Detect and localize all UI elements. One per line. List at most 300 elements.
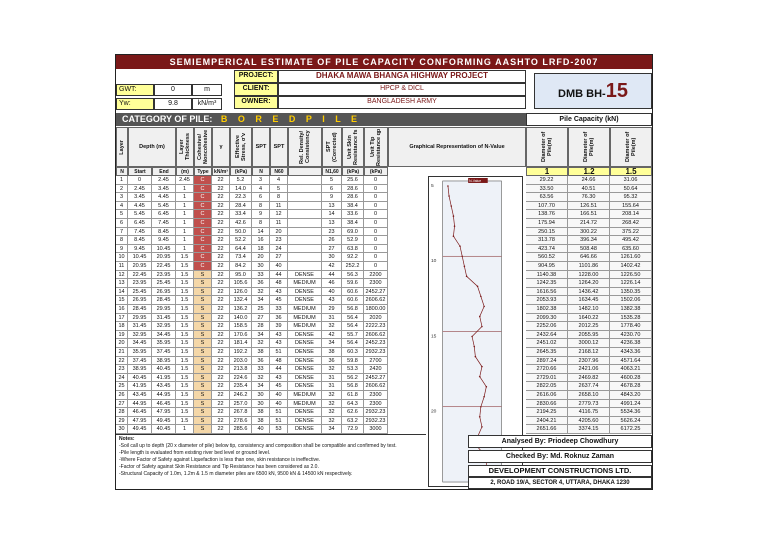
table-cell: 2421.06 [568,365,610,374]
column-header-label: Diameter of Pile(m) [541,131,553,163]
table-cell: 20.95 [128,262,152,271]
column-header [322,127,342,167]
column-header-label: Rel. Density/ Consistency [299,130,311,164]
table-cell: 34 [252,331,270,340]
table-cell: 0 [364,185,388,194]
table-cell: 12 [116,271,128,280]
table-cell: 257.0 [230,400,252,409]
table-cell: 560.52 [526,253,568,262]
graph-axis-label: 15 [430,334,437,340]
table-cell: 30 [116,425,128,434]
table-cell: 24 [116,374,128,383]
column-header [568,127,610,167]
table-cell: 32 [322,408,342,417]
gwt-unit: m [192,84,222,96]
table-cell: 32 [322,322,342,331]
table-cell: DENSE [288,357,322,366]
table-cell: 1.5 [176,365,194,374]
table-cell: 22 [212,202,230,211]
column-header [116,127,128,167]
table-cell: 40.51 [568,185,610,194]
table-cell: 50.64 [610,185,652,194]
table-cell: 32 [322,391,342,400]
table-cell: 14 [116,288,128,297]
table-row [116,245,652,254]
table-cell: 2720.66 [526,365,568,374]
table-cell: 1.5 [176,357,194,366]
table-cell: 25 [252,305,270,314]
table-cell: 8.45 [152,228,176,237]
table-cell: 181.4 [230,339,252,348]
table-cell: 32 [322,400,342,409]
table-cell: 41.95 [152,374,176,383]
table-cell: 48 [270,357,288,366]
table-cell: 26.95 [152,288,176,297]
column-header [288,127,322,167]
table-cell: 40.45 [128,374,152,383]
table-cell: 27 [116,400,128,409]
table-cell: 6.45 [152,210,176,219]
table-cell: 4 [270,176,288,185]
table-cell: 1402.42 [610,262,652,271]
table-cell: 50.0 [230,228,252,237]
table-cell: 224.6 [230,374,252,383]
table-row [116,417,652,426]
column-header-label: SPT (Corrected) [326,132,338,162]
table-row [116,279,652,288]
table-cell: 2.45 [128,185,152,194]
table-cell: 62.6 [342,408,364,417]
table-cell: 28.6 [342,185,364,194]
table-cell: 60.6 [342,288,364,297]
table-cell: 55.7 [342,331,364,340]
unit-cell: 1.2 [568,167,610,176]
table-cell: 1778.40 [610,322,652,331]
company-name: DEVELOPMENT CONSTRUCTIONS LTD. [468,465,652,477]
table-cell: 22 [212,288,230,297]
table-cell: MEDIUM [288,322,322,331]
table-cell: 170.6 [230,331,252,340]
table-row [116,400,652,409]
table-cell: 22 [212,339,230,348]
table-cell: 22 [212,322,230,331]
table-cell: 1350.35 [610,288,652,297]
unit-cell: N [116,167,128,176]
column-header [364,127,388,167]
table-cell: 1228.00 [568,271,610,280]
table-cell: 2451.02 [526,339,568,348]
pile-category [116,113,526,126]
table-cell: 43.45 [152,382,176,391]
table-cell: 313.78 [526,236,568,245]
unit-cell: N [252,167,270,176]
table-cell: 46.45 [152,400,176,409]
column-header-label: Layer [119,139,125,155]
table-cell: DENSE [288,425,322,434]
table-cell: 6 [252,193,270,202]
report-title: SEMIEMPERICAL ESTIMATE OF PILE CAPACITY CONFORMING AASHTO LRFD-2007 [116,55,652,69]
table-cell: 1634.45 [568,296,610,305]
column-header [194,127,212,167]
table-cell: 38 [252,417,270,426]
table-cell: 34 [252,296,270,305]
table-cell: 22 [212,408,230,417]
table-cell: 44 [322,271,342,280]
table-cell: 396.34 [568,236,610,245]
column-header-label: SPT [255,144,267,150]
table-cell: 33.4 [230,210,252,219]
graph-legend-label: N-Value [469,178,482,183]
table-cell: 40 [270,391,288,400]
table-cell: 208.14 [610,210,652,219]
table-cell: 2222.23 [364,322,388,331]
table-cell: 9 [116,245,128,254]
table-cell: 43 [322,296,342,305]
column-header [176,127,194,167]
table-cell: 20 [270,228,288,237]
table-cell: 31 [322,382,342,391]
table-cell: DENSE [288,331,322,340]
table-cell: 48 [270,279,288,288]
bh-label: DMB BH- [558,88,606,100]
table-cell: 1242.35 [526,279,568,288]
table-cell: 26 [322,236,342,245]
gwt-label: GWT: [116,84,154,96]
table-cell: 105.6 [230,279,252,288]
table-cell: 42 [322,331,342,340]
table-cell: 39 [270,322,288,331]
table-cell: 3 [116,193,128,202]
table-cell: 9.45 [128,245,152,254]
table-cell: 4600.28 [610,374,652,383]
table-cell [288,210,322,219]
table-cell: 6172.25 [610,425,652,434]
table-cell: 107.70 [526,202,568,211]
table-cell: DENSE [288,382,322,391]
table-cell: 4843.20 [610,391,652,400]
table-cell: 1261.60 [610,253,652,262]
table-cell: 26.95 [128,296,152,305]
table-cell: 33 [252,365,270,374]
table-cell: 1 [176,228,194,237]
table-cell: 44 [270,365,288,374]
table-cell: 31.45 [152,314,176,323]
table-cell: MEDIUM [288,305,322,314]
table-cell: 73.4 [230,253,252,262]
table-cell: 36 [270,314,288,323]
table-row [116,425,652,434]
table-cell: 35.95 [152,339,176,348]
table-cell: 43.45 [128,391,152,400]
table-cell: 126.51 [568,202,610,211]
column-header-label: Diameter of Pile(m) [583,131,595,163]
table-row [116,210,652,219]
unit-cell: Start [128,167,152,176]
table-cell: 192.2 [230,348,252,357]
table-cell: 7.45 [128,228,152,237]
table-cell: 8 [270,193,288,202]
table-cell: 32 [252,339,270,348]
table-row [116,253,652,265]
table-row [116,271,652,280]
table-cell: 34 [322,425,342,434]
table-cell: DENSE [288,296,322,305]
table-cell: 2300 [364,279,388,288]
table-cell [288,245,322,254]
table-cell: 1 [176,202,194,211]
table-cell: 0 [364,176,388,185]
table-cell: 52.2 [230,236,252,245]
table-row [116,374,652,383]
table-cell: 213.8 [230,365,252,374]
unit-cell: kN/m³ [212,167,230,176]
table-row [116,348,652,357]
table-cell: S [194,374,212,383]
table-cell: 16 [116,305,128,314]
table-cell: 5626.24 [610,417,652,426]
unit-cell: 1.5 [610,167,652,176]
table-cell: 4991.24 [610,400,652,409]
table-cell: 1264.20 [568,279,610,288]
column-header-label: Unit Tip Resistance qp [370,128,382,166]
table-cell: 34.45 [128,339,152,348]
company-address: 2, ROAD 19/A, SECTOR 4, UTTARA, DHAKA 1230 [468,477,652,489]
table-cell: 1.5 [176,339,194,348]
table-cell: 53.3 [342,365,364,374]
table-cell: 64.4 [230,245,252,254]
table-cell: 132.4 [230,296,252,305]
table-cell: DENSE [288,288,322,297]
table-cell: 4.45 [128,202,152,211]
table-cell: 43 [270,374,288,383]
table-row [116,202,652,211]
table-cell: 23.95 [128,279,152,288]
table-cell: 52.9 [342,236,364,245]
table-cell: 423.74 [526,245,568,254]
table-cell: 33.50 [526,185,568,194]
table-cell: 34 [322,339,342,348]
table-row [116,219,652,228]
table-cell: 8 [116,236,128,245]
table-cell: 2053.93 [526,296,568,305]
table-cell: 1502.06 [610,296,652,305]
table-cell: 375.22 [610,228,652,237]
table-cell: 0 [364,210,388,219]
table-cell: 2932.23 [364,408,388,417]
table-cell: 1 [176,425,194,434]
table-cell: 29 [116,417,128,426]
table-cell: 42.6 [230,219,252,228]
table-cell: DENSE [288,271,322,280]
table-cell: 17 [116,314,128,323]
table-row [116,296,652,305]
table-cell: 30 [252,400,270,409]
table-cell: 8 [252,219,270,228]
table-cell: 28.45 [152,296,176,305]
table-cell: DENSE [288,408,322,417]
table-cell: 2932.23 [364,348,388,357]
table-cell: 20 [116,339,128,348]
table-cell: 20 [252,253,270,262]
table-cell: 2616.06 [526,391,568,400]
table-cell: 59.6 [342,279,364,288]
table-cell: 0 [128,176,152,185]
table-row [116,193,652,202]
table-cell: 23 [322,228,342,237]
table-cell [288,253,322,262]
table-cell: 2779.73 [568,400,610,409]
table-cell: 9.45 [152,236,176,245]
table-cell: 2 [116,185,128,194]
table-cell: 1.5 [176,322,194,331]
table-cell: 22.45 [152,262,176,271]
table-cell: 22 [212,262,230,271]
unit-cell: (m) [176,167,194,176]
table-cell: 175.94 [526,219,568,228]
note-line: -Factor of Safety against Skin Resistance and Tip Resistance has been considered as 2.0. [119,464,319,470]
table-cell: S [194,400,212,409]
table-cell [288,176,322,185]
table-cell: 4063.21 [610,365,652,374]
table-cell: 60.6 [342,296,364,305]
table-cell: 10.45 [128,253,152,262]
table-cell: 158.5 [230,322,252,331]
table-cell: 4.45 [152,193,176,202]
table-cell: 23 [270,236,288,245]
table-cell: 14 [322,210,342,219]
table-cell: 29.95 [128,314,152,323]
table-cell: 22 [212,425,230,434]
column-header [610,127,652,167]
table-cell: 59.8 [342,357,364,366]
table-cell: 4571.64 [610,357,652,366]
table-cell: 22 [212,228,230,237]
table-cell: 2168.12 [568,348,610,357]
table-cell: 36 [252,357,270,366]
table-cell [288,262,322,271]
analysed-by: Analysed By: Priodeep Chowdhury [468,435,652,448]
table-cell: 35.95 [128,348,152,357]
table-cell: 14 [252,228,270,237]
table-cell: 13 [322,202,342,211]
table-cell: 0 [364,193,388,202]
table-cell: C [194,262,212,271]
table-cell: 22 [212,253,230,262]
table-row [116,339,652,348]
table-cell: 49.45 [128,425,152,434]
table-cell: 32 [252,374,270,383]
table-cell: 25.45 [152,279,176,288]
table-cell: 45 [270,382,288,391]
table-cell: 76.30 [568,193,610,202]
table-cell: 138.76 [526,210,568,219]
table-cell: 1140.38 [526,271,568,280]
table-cell: 25.6 [342,176,364,185]
table-cell: 1.5 [176,253,194,262]
table-cell: 42 [322,262,342,271]
column-header-label: Cohesive/ Noncohesive [197,129,209,165]
table-cell: 1.5 [176,262,194,271]
table-cell: 33 [252,271,270,280]
table-cell: 44.95 [128,400,152,409]
table-cell: 38 [322,348,342,357]
column-header [526,127,568,167]
table-cell: 28 [116,408,128,417]
table-cell: 28.6 [342,193,364,202]
table-cell: 1640.22 [568,314,610,323]
table-cell: 10.45 [152,245,176,254]
table-cell: 32.95 [128,331,152,340]
table-cell: 51 [270,417,288,426]
table-cell: 25.45 [128,288,152,297]
table-cell: 25 [116,382,128,391]
table-cell: 32 [322,365,342,374]
table-cell: MEDIUM [288,279,322,288]
table-cell: S [194,322,212,331]
table-cell: C [194,253,212,262]
table-cell: C [194,210,212,219]
unit-cell: End [152,167,176,176]
table-row [116,382,652,391]
table-cell: 22 [212,245,230,254]
table-cell: 2194.25 [526,408,568,417]
column-header-label: Layer Thickness [179,133,191,161]
table-cell: 1382.38 [610,305,652,314]
table-cell: 4205.60 [568,417,610,426]
table-cell: S [194,331,212,340]
table-cell: 6 [322,185,342,194]
table-cell: 28 [252,322,270,331]
table-row [116,391,652,400]
table-cell: 2.45 [176,176,194,185]
table-cell: 268.42 [610,219,652,228]
table-cell: 1 [176,219,194,228]
table-cell: DENSE [288,339,322,348]
table-cell: 1 [176,210,194,219]
table-cell: 56.4 [342,339,364,348]
table-cell: 24.66 [568,176,610,185]
table-cell: 34.45 [152,331,176,340]
yw-label: Yw: [116,98,154,110]
column-header-label: γ [219,144,223,150]
table-cell: 5 [116,210,128,219]
table-cell: 37.45 [152,348,176,357]
table-cell: 24 [270,245,288,254]
table-cell: 166.51 [568,210,610,219]
table-cell: C [194,228,212,237]
table-cell: 22 [212,305,230,314]
table-cell: 22 [116,357,128,366]
table-cell: 28.45 [128,305,152,314]
borehole-box [534,73,652,109]
table-cell: 16 [252,236,270,245]
table-cell: 22 [212,296,230,305]
table-cell: 0 [364,202,388,211]
table-cell: 140.0 [230,314,252,323]
table-cell [288,228,322,237]
yw-value: 9.8 [154,98,192,110]
table-cell: 47.95 [152,408,176,417]
table-cell: 9 [252,210,270,219]
table-row [116,408,652,417]
table-cell: 22 [212,236,230,245]
table-cell: S [194,279,212,288]
owner-value: BANGLADESH ARMY [278,96,526,109]
table-cell [288,202,322,211]
table-cell: 1.5 [176,331,194,340]
table-cell: 6.45 [128,219,152,228]
table-cell: 43 [270,288,288,297]
